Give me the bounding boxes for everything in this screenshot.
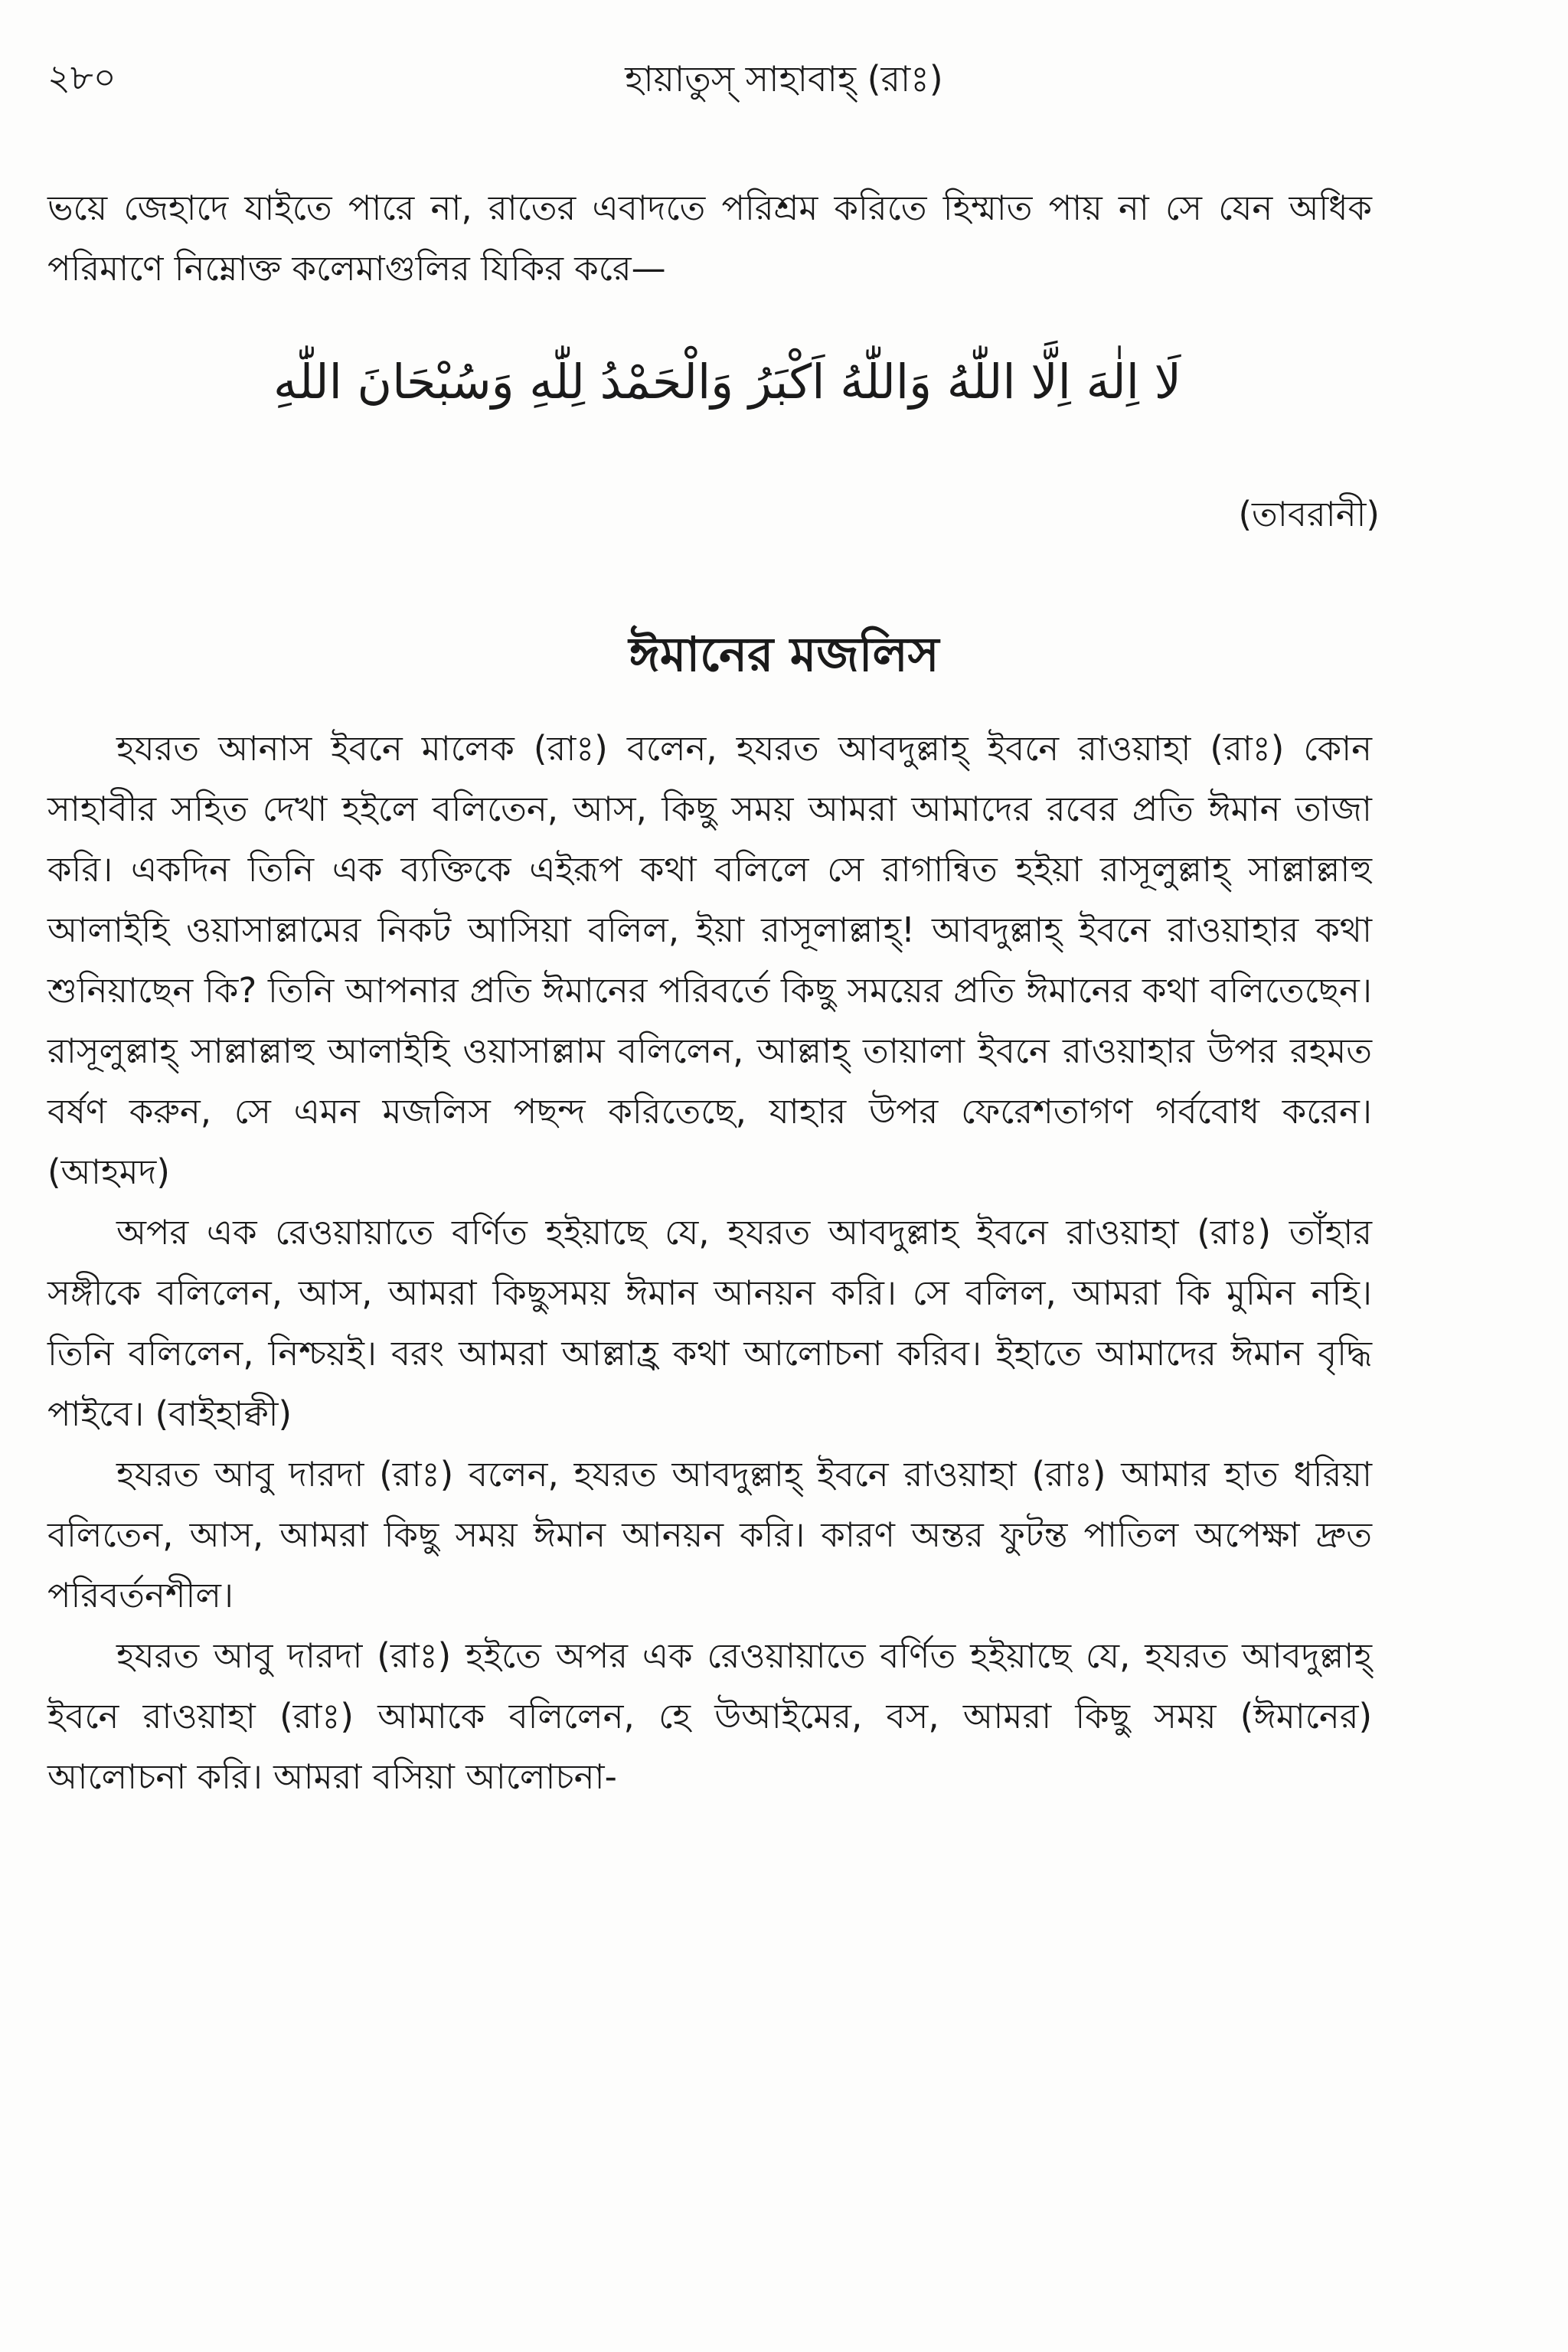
page-number: ২৮০ xyxy=(47,57,116,98)
paragraph-2 xyxy=(47,1202,1372,1444)
intro-paragraph xyxy=(47,178,1372,299)
paragraph-4 xyxy=(47,1625,1372,1807)
paragraph-2-source: (বাইহাক্বী) xyxy=(155,1393,292,1434)
section-title: ঈমানের মজলিস xyxy=(629,626,939,682)
intro-text: ভয়ে জেহাদে যাইতে পারে না, রাতের এবাদতে পরিশ্রম করিতে হিম্মাত পায় না সে যেন অধিক পরিমাণে নিম্নোক্ত কলেমাগুলির যিকির করে— xyxy=(47,188,1372,289)
intro-source-citation: (তাবরানী) xyxy=(1238,494,1380,534)
paragraph-1 xyxy=(47,718,1372,1202)
paragraph-4-text: হযরত আবু দারদা (রাঃ) হইতে অপর এক রেওয়ায়াতে বর্ণিত হইয়াছে যে, হযরত আবদুল্লাহ্ ইবনে রাওয়াহা (রাঃ) আমাকে বলিলেন, হে উআইমের, বস, আমরা কিছু সময় (ঈমানের) আলোচনা করি। আমরা বসিয়া আলোচনা- xyxy=(47,1635,1372,1797)
paragraph-2-text: অপর এক রেওয়ায়াতে বর্ণিত হইয়াছে যে, হযরত আবদুল্লাহ ইবনে রাওয়াহা (রাঃ) তাঁহার সঙ্গীকে বলিলেন, আস, আমরা কিছুসময় ঈমান আনয়ন করি। সে বলিল, আমরা কি মুমিন নহি। তিনি বলিলেন, নিশ্চয়ই। বরং আমরা আল্লাহ্র কথা আলোচনা করিব। ইহাতে আমাদের ঈমান বৃদ্ধি পাইবে। xyxy=(47,1212,1372,1434)
running-title: হায়াতুস্ সাহাবাহ্ (রাঃ) xyxy=(625,58,943,100)
section-body xyxy=(47,718,1372,1807)
arabic-dhikr-verse: لَا اِلٰهَ اِلَّا اللّٰهُ وَاللّٰهُ اَكْبَرُ وَالْحَمْدُ لِلّٰهِ وَسُبْحَانَ اللّٰهِ xyxy=(273,354,1182,410)
paragraph-1-text: হযরত আনাস ইবনে মালেক (রাঃ) বলেন, হযরত আবদুল্লাহ্ ইবনে রাওয়াহা (রাঃ) কোন সাহাবীর সহিত দেখা হইলে বলিতেন, আস, কিছু সময় আমরা আমাদের রবের প্রতি ঈমান তাজা করি। একদিন তিনি এক ব্যক্তিকে এইরূপ কথা বলিলে সে রাগান্বিত হইয়া রাসূলুল্লাহ্ সাল্লাল্লাহু আলাইহি ওয়াসাল্লামের নিকট আসিয়া বলিল, ইয়া রাসূলাল্লাহ্! আবদুল্লাহ্ ইবনে রাওয়াহার কথা শুনিয়াছেন কি? তিনি আপনার প্রতি ঈমানের পরিবর্তে কিছু সময়ের প্রতি ঈমানের কথা বলিতেছেন। রাসূলুল্লাহ্ সাল্লাল্লাহু আলাইহি ওয়াসাল্লাম বলিলেন, আল্লাহ্ তায়ালা ইবনে রাওয়াহার উপর রহমত বর্ষণ করুন, সে এমন মজলিস পছন্দ করিতেছে, যাহার উপর ফেরেশতাগণ গর্ববোধ করেন। xyxy=(47,728,1372,1132)
paragraph-3-text: হযরত আবু দারদা (রাঃ) বলেন, হযরত আবদুল্লাহ্ ইবনে রাওয়াহা (রাঃ) আমার হাত ধরিয়া বলিতেন, আস, আমরা কিছু সময় ঈমান আনয়ন করি। কারণ অন্তর ফুটন্ত পাতিল অপেক্ষা দ্রুত পরিবর্তনশীল। xyxy=(47,1454,1372,1615)
paragraph-3 xyxy=(47,1444,1372,1625)
paragraph-1-source: (আহমদ) xyxy=(47,1152,170,1192)
